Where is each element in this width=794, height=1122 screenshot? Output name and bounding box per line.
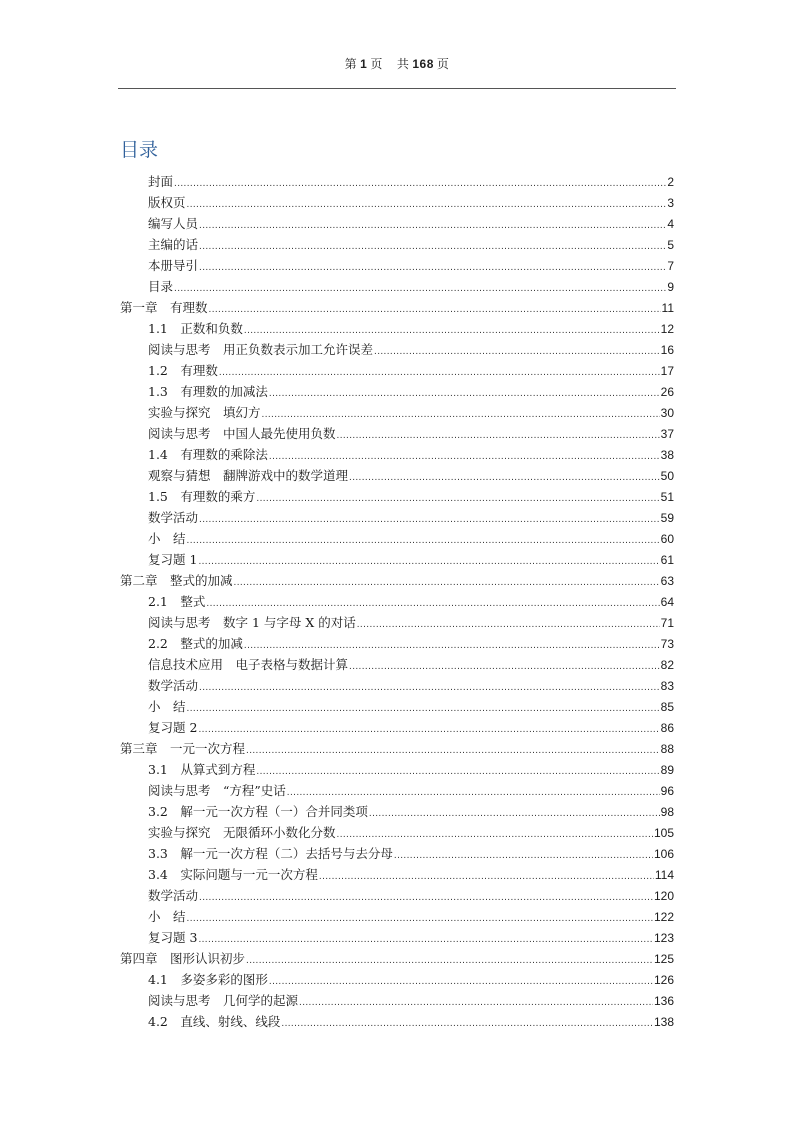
toc-dot-leader bbox=[187, 698, 660, 719]
toc-entry-page-number: 106 bbox=[653, 847, 674, 861]
toc-chapter-entry[interactable] bbox=[120, 738, 674, 759]
toc-entry-label: 数学活动 bbox=[148, 888, 199, 903]
toc-entry-page-number: 73 bbox=[660, 637, 674, 651]
toc-entry-label: 2.2 整式的加减 bbox=[148, 636, 243, 651]
toc-entry[interactable] bbox=[148, 591, 674, 612]
toc-dot-leader bbox=[262, 404, 660, 425]
toc-entry-label: 1.4 有理数的乘除法 bbox=[148, 447, 268, 462]
header-total-suffix: 页 bbox=[436, 57, 450, 71]
toc-entry-page-number: 83 bbox=[660, 679, 674, 693]
toc-chapter-entry[interactable] bbox=[120, 570, 674, 591]
toc-dot-leader bbox=[174, 278, 666, 299]
toc-entry[interactable] bbox=[148, 1011, 674, 1032]
toc-entry-page-number: 7 bbox=[667, 259, 674, 273]
toc-dot-leader bbox=[369, 803, 660, 824]
toc-entry[interactable] bbox=[148, 549, 674, 570]
toc-entry-page-number: 120 bbox=[653, 889, 674, 903]
toc-entry-page-number: 122 bbox=[653, 910, 674, 924]
toc-dot-leader bbox=[199, 887, 653, 908]
toc-dot-leader bbox=[174, 173, 666, 194]
toc-entry-page-number: 114 bbox=[654, 868, 674, 882]
toc-dot-leader bbox=[199, 215, 666, 236]
toc-entry[interactable] bbox=[148, 465, 674, 486]
toc-entry[interactable] bbox=[148, 507, 674, 528]
toc-entry-label: 目录 bbox=[148, 279, 174, 294]
toc-entry-page-number: 30 bbox=[660, 406, 674, 420]
toc-entry-label: 复习题 1 bbox=[148, 552, 198, 567]
toc-entry[interactable] bbox=[148, 633, 674, 654]
toc-entry[interactable] bbox=[148, 717, 674, 738]
toc-entry-label: 4.1 多姿多彩的图形 bbox=[148, 972, 268, 987]
toc-entry-page-number: 125 bbox=[653, 952, 674, 966]
toc-entry-label: 第四章 图形认识初步 bbox=[120, 951, 246, 966]
toc-entry[interactable] bbox=[148, 339, 674, 360]
toc-entry-label: 小 结 bbox=[148, 531, 186, 546]
toc-entry-page-number: 9 bbox=[667, 280, 674, 294]
toc-dot-leader bbox=[269, 383, 660, 404]
toc-entry-label: 阅读与思考 用正负数表示加工允许误差 bbox=[148, 342, 374, 357]
toc-entry-page-number: 64 bbox=[660, 595, 674, 609]
toc-entry-page-number: 85 bbox=[660, 700, 674, 714]
toc-entry-label: 数学活动 bbox=[148, 678, 199, 693]
toc-entry-label: 2.1 整式 bbox=[148, 594, 206, 609]
toc-entry-page-number: 5 bbox=[667, 238, 674, 252]
toc-dot-leader bbox=[209, 299, 661, 320]
header-total-prefix: 共 bbox=[396, 57, 410, 71]
toc-entry-label: 主编的话 bbox=[148, 237, 199, 252]
header-divider bbox=[118, 88, 676, 89]
toc-dot-leader bbox=[206, 593, 659, 614]
toc-entry-page-number: 37 bbox=[660, 427, 674, 441]
toc-entry-label: 第一章 有理数 bbox=[120, 300, 208, 315]
toc-dot-leader bbox=[219, 362, 660, 383]
toc-entry-label: 版权页 bbox=[148, 195, 186, 210]
toc-entry[interactable] bbox=[148, 801, 674, 822]
toc-dot-leader bbox=[244, 635, 660, 656]
toc-entry-label: 本册导引 bbox=[148, 258, 199, 273]
toc-entry-page-number: 126 bbox=[653, 973, 674, 987]
toc-entry[interactable] bbox=[148, 402, 674, 423]
toc-chapter-entry[interactable] bbox=[120, 948, 674, 969]
toc-entry[interactable] bbox=[148, 171, 674, 192]
toc-entry-label: 小 结 bbox=[148, 909, 186, 924]
toc-entry[interactable] bbox=[148, 234, 674, 255]
toc-entry[interactable] bbox=[148, 528, 674, 549]
toc-entry-label: 4.2 直线、射线、线段 bbox=[148, 1014, 281, 1029]
toc-entry[interactable] bbox=[148, 192, 674, 213]
toc-dot-leader bbox=[287, 782, 660, 803]
toc-entry-label: 3.3 解一元一次方程（二）去括号与去分母 bbox=[148, 846, 393, 861]
toc-entry-label: 小 结 bbox=[148, 699, 186, 714]
toc-entry-page-number: 17 bbox=[660, 364, 674, 378]
toc-entry[interactable] bbox=[148, 969, 674, 990]
toc-dot-leader bbox=[187, 194, 667, 215]
toc-entry[interactable] bbox=[148, 864, 674, 885]
toc-entry[interactable] bbox=[148, 255, 674, 276]
toc-entry[interactable] bbox=[148, 423, 674, 444]
toc-dot-leader bbox=[244, 320, 660, 341]
toc-chapter-entry[interactable] bbox=[120, 297, 674, 318]
toc-dot-leader bbox=[234, 572, 660, 593]
toc-entry-page-number: 98 bbox=[660, 805, 674, 819]
toc-dot-leader bbox=[256, 488, 659, 509]
toc-dot-leader bbox=[349, 467, 660, 488]
total-page-count: 168 bbox=[412, 57, 434, 71]
page-header bbox=[0, 56, 794, 72]
toc-dot-leader bbox=[337, 425, 660, 446]
header-prefix: 第 bbox=[344, 57, 358, 71]
toc-entry[interactable] bbox=[148, 696, 674, 717]
toc-entry-page-number: 61 bbox=[660, 553, 674, 567]
toc-entry[interactable] bbox=[148, 843, 674, 864]
toc-dot-leader bbox=[187, 530, 660, 551]
toc-entry-page-number: 136 bbox=[653, 994, 674, 1008]
toc-dot-leader bbox=[319, 866, 654, 887]
current-page-number: 1 bbox=[360, 57, 368, 71]
toc-entry[interactable] bbox=[148, 780, 674, 801]
toc-entry[interactable] bbox=[148, 276, 674, 297]
toc-entry-page-number: 59 bbox=[660, 511, 674, 525]
toc-entry[interactable] bbox=[148, 927, 674, 948]
toc-entry-page-number: 63 bbox=[660, 574, 674, 588]
toc-entry[interactable] bbox=[148, 654, 674, 675]
toc-entry-label: 阅读与思考 数字 1 与字母 X 的对话 bbox=[148, 615, 356, 630]
toc-entry-label: 第三章 一元一次方程 bbox=[120, 741, 246, 756]
toc-entry[interactable] bbox=[148, 213, 674, 234]
toc-entry[interactable] bbox=[148, 444, 674, 465]
toc-entry-label: 复习题 3 bbox=[148, 930, 198, 945]
toc-entry[interactable] bbox=[148, 612, 674, 633]
toc-dot-leader bbox=[198, 719, 659, 740]
toc-entry-label: 封面 bbox=[148, 174, 174, 189]
toc-entry-page-number: 86 bbox=[660, 721, 674, 735]
toc-dot-leader bbox=[256, 761, 659, 782]
toc-entry-label: 1.2 有理数 bbox=[148, 363, 218, 378]
toc-entry-page-number: 3 bbox=[667, 196, 674, 210]
toc-entry-label: 1.3 有理数的加减法 bbox=[148, 384, 268, 399]
toc-entry-label: 阅读与思考 中国人最先使用负数 bbox=[148, 426, 336, 441]
toc-entry-page-number: 105 bbox=[653, 826, 674, 840]
toc-dot-leader bbox=[246, 950, 653, 971]
toc-entry-page-number: 51 bbox=[660, 490, 674, 504]
toc-entry-page-number: 2 bbox=[667, 175, 674, 189]
toc-dot-leader bbox=[357, 614, 660, 635]
toc-entry-label: 3.2 解一元一次方程（一）合并同类项 bbox=[148, 804, 368, 819]
toc-entry-page-number: 89 bbox=[660, 763, 674, 777]
toc-dot-leader bbox=[198, 929, 653, 950]
toc-entry-label: 阅读与思考 几何学的起源 bbox=[148, 993, 299, 1008]
toc-dot-leader bbox=[269, 446, 660, 467]
toc-entry[interactable] bbox=[148, 822, 674, 843]
toc-entry[interactable] bbox=[148, 381, 674, 402]
header-page-word: 页 bbox=[370, 57, 383, 71]
toc-entry-label: 数学活动 bbox=[148, 510, 199, 525]
toc-dot-leader bbox=[299, 992, 653, 1013]
toc-dot-leader bbox=[199, 509, 660, 530]
toc-entry[interactable] bbox=[148, 990, 674, 1011]
toc-entry-label: 编写人员 bbox=[148, 216, 199, 231]
toc-entry-label: 信息技术应用 电子表格与数据计算 bbox=[148, 657, 349, 672]
toc-dot-leader bbox=[198, 551, 659, 572]
toc-dot-leader bbox=[187, 908, 653, 929]
toc-dot-leader bbox=[199, 677, 660, 698]
toc-entry-page-number: 138 bbox=[653, 1015, 674, 1029]
toc-entry-page-number: 11 bbox=[661, 301, 674, 315]
toc-entry[interactable] bbox=[148, 360, 674, 381]
toc-entry-label: 1.1 正数和负数 bbox=[148, 321, 243, 336]
toc-dot-leader bbox=[374, 341, 660, 362]
toc-entry[interactable] bbox=[148, 885, 674, 906]
toc-entry-label: 观察与猜想 翻牌游戏中的数学道理 bbox=[148, 468, 349, 483]
toc-entry-page-number: 123 bbox=[653, 931, 674, 945]
toc-entry-label: 复习题 2 bbox=[148, 720, 198, 735]
toc-entry-label: 实验与探究 无限循环小数化分数 bbox=[148, 825, 336, 840]
toc-entry-page-number: 4 bbox=[667, 217, 674, 231]
toc-entry[interactable] bbox=[148, 759, 674, 780]
toc-entry-label: 第二章 整式的加减 bbox=[120, 573, 233, 588]
toc-entry-page-number: 50 bbox=[660, 469, 674, 483]
toc-dot-leader bbox=[349, 656, 660, 677]
toc-dot-leader bbox=[394, 845, 653, 866]
toc-dot-leader bbox=[281, 1013, 653, 1034]
toc-entry[interactable] bbox=[148, 906, 674, 927]
toc-entry-page-number: 16 bbox=[660, 343, 674, 357]
toc-entry-page-number: 71 bbox=[660, 616, 674, 630]
toc-entry[interactable] bbox=[148, 675, 674, 696]
toc-entry-page-number: 38 bbox=[660, 448, 674, 462]
toc-entry-page-number: 12 bbox=[660, 322, 674, 336]
toc-entry-label: 1.5 有理数的乘方 bbox=[148, 489, 256, 504]
toc-dot-leader bbox=[337, 824, 653, 845]
toc-entry-page-number: 60 bbox=[660, 532, 674, 546]
toc-entry-label: 3.1 从算式到方程 bbox=[148, 762, 256, 777]
toc-entry-page-number: 88 bbox=[660, 742, 674, 756]
toc-entry[interactable] bbox=[148, 318, 674, 339]
toc-entry-page-number: 82 bbox=[660, 658, 674, 672]
toc-title: 目录 bbox=[120, 139, 159, 161]
toc-entry-label: 阅读与思考 “方程”史话 bbox=[148, 783, 286, 798]
toc-dot-leader bbox=[246, 740, 660, 761]
toc-dot-leader bbox=[199, 257, 666, 278]
toc-entry[interactable] bbox=[148, 486, 674, 507]
toc-entry-label: 3.4 实际问题与一元一次方程 bbox=[148, 867, 318, 882]
toc-entry-page-number: 26 bbox=[660, 385, 674, 399]
toc-entry-page-number: 96 bbox=[660, 784, 674, 798]
toc-entry-label: 实验与探究 填幻方 bbox=[148, 405, 261, 420]
toc-dot-leader bbox=[199, 236, 666, 257]
toc-dot-leader bbox=[269, 971, 653, 992]
